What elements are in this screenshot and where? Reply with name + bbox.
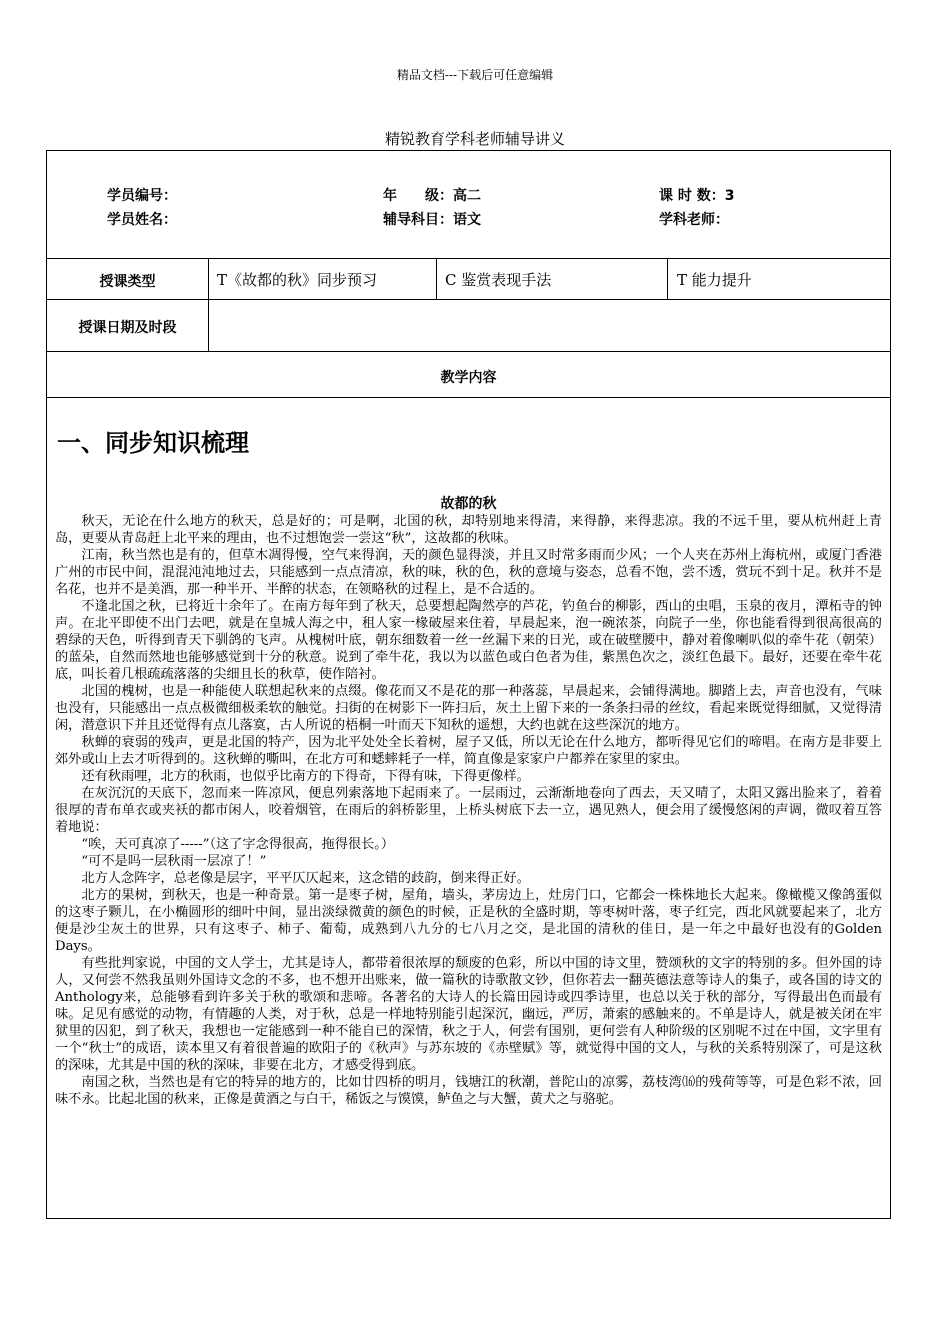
column-divider <box>667 258 668 299</box>
student-id-label: 学员编号： <box>107 188 177 204</box>
article-title: 故都的秋 <box>440 496 497 512</box>
lesson-date-label: 授课日期及时段 <box>78 320 177 336</box>
column-divider <box>208 258 209 351</box>
paragraph: 南国之秋，当然也是有它的特异的地方的，比如廿四桥的明月，钱塘江的秋潮，普陀山的凉雾，荔枝湾⒃的残荷等等，可是色彩不浓，回味不永。比起北国的秋来，正像是黄酒之与白干，稀饭之与馍馍，鲈鱼之与大蟹，黄犬之与骆驼。 <box>55 1075 882 1107</box>
column-divider <box>436 258 437 299</box>
paragraph: 北方人念阵字，总老像是层字，平平仄仄起来，这念错的歧韵，倒来得正好。 <box>81 871 530 886</box>
lesson-form <box>46 150 891 1219</box>
paragraph: 有些批判家说，中国的文人学士，尤其是诗人，都带着很浓厚的颓废的色彩，所以中国的诗文里，赞颂秋的文字的特别的多。但外国的诗人，又何尝不然我虽则外国诗文念的不多，也不想开出账来，做一篇秋的诗歌散文钞，但你若去一翻英德法意等诗人的集子，或各国的诗文的Anthology来，总能够看到许多关于秋的歌颂和悲啼。各著名的大诗人的长篇田园诗或四季诗里，也总以关于秋的部分，写得最出色而最有味。足见有感觉的动物，有情趣的人类，对于秋，总是一样地特别能引起深沉，幽远，严厉，萧索的感触来的。不单是诗人，就是被关闭在牢狱里的囚犯，到了秋天，我想也一定能感到一种不能自已的深情，秋之于人，何尝有国别，更何尝有人种阶级的区别呢不过在中国，文字里有一个“秋士”的成语，读本里又有着很普遍的欧阳子的《秋声》与苏东坡的《赤壁赋》等，就觉得中国的文人，与秋的关系特别深了，可是这秋的深味，尤其是中国的秋的深味，非要在北方，才感受得到底。 <box>55 956 882 1073</box>
paragraph: 秋天，无论在什么地方的秋天，总是好的；可是啊，北国的秋，却特别地来得清，来得静，来得悲凉。我的不远千里，要从杭州赶上青岛，更要从青岛赶上北平来的理由，也不过想饱尝一尝这“秋”，这故都的秋味。 <box>55 514 882 546</box>
article-body <box>55 513 882 1108</box>
table-divider <box>47 351 890 352</box>
paragraph: “唉，天可真凉了-----”（这了字念得很高，拖得很长。） <box>81 837 395 852</box>
table-divider <box>47 258 890 259</box>
grade-label: 年 级：高二 <box>383 188 481 204</box>
lesson-type-label: 授课类型 <box>99 274 156 290</box>
subject-label: 辅导科目：语文 <box>383 212 481 228</box>
content-header: 教学内容 <box>440 370 497 386</box>
paragraph: 不逢北国之秋，已将近十余年了。在南方每年到了秋天，总要想起陶然亭的芦花，钓鱼台的柳影，西山的虫唱，玉泉的夜月，潭柘寺的钟声。在北平即使不出门去吧，就是在皇城人海之中，租人家一椽破屋来住着，早晨起来，泡一碗浓茶，向院子一坐，你也能看得到很高很高的碧绿的天色，听得到青天下驯鸽的飞声。从槐树叶底，朝东细数着一丝一丝漏下来的日光，或在破壁腰中，静对着像喇叭似的牵牛花（朝荣）的蓝朵，自然而然地也能够感觉到十分的秋意。说到了牵牛花，我以为以蓝色或白色者为佳，紫黑色次之，淡红色最下。最好，还要在牵牛花底，叫长着几根疏疏落落的尖细且长的秋草，使作陪衬。 <box>55 599 882 682</box>
lesson-type-item: T 能力提升 <box>677 271 752 289</box>
table-divider <box>47 299 890 300</box>
paragraph: 北国的槐树，也是一种能使人联想起秋来的点缀。像花而又不是花的那一种落蕊，早晨起来，会铺得满地。脚踏上去，声音也没有，气味也没有，只能感出一点点极微细极柔软的触觉。扫街的在树影下一阵扫后，灰土上留下来的一条条扫帚的丝纹，看起来既觉得细腻，又觉得清闲，潜意识下并且还觉得有点儿落寞，古人所说的梧桐一叶而天下知秋的遥想，大约也就在这些深沉的地方。 <box>55 684 882 733</box>
paragraph: 还有秋雨哩，北方的秋雨，也似乎比南方的下得奇，下得有味，下得更像样。 <box>81 769 530 784</box>
paragraph: 北方的果树，到秋天，也是一种奇景。第一是枣子树，屋角，墙头，茅房边上，灶房门口，它都会一株株地长大起来。像橄榄又像鸽蛋似的这枣子颗儿，在小椭圆形的细叶中间，显出淡绿微黄的颜色的时候，正是秋的全盛时期，等枣树叶落，枣子红完，西北风就要起来了，北方便是沙尘灰土的世界，只有这枣子、柿子、葡萄，成熟到八九分的七八月之交，是北国的清秋的佳日，是一年之中最好也没有的Golden Days。 <box>55 888 882 954</box>
lesson-type-item: C 鉴赏表现手法 <box>445 271 552 289</box>
lesson-type-item: T《故都的秋》同步预习 <box>217 271 378 289</box>
paragraph: 秋蝉的衰弱的残声，更是北国的特产，因为北平处处全长着树，屋子又低，所以无论在什么地方，都听得见它们的啼唱。在南方是非要上郊外或山上去才听得到的。这秋蝉的嘶叫，在北方可和蟋蟀耗子一样，简直像是家家户户都养在家里的家虫。 <box>55 735 882 767</box>
teacher-label: 学科老师： <box>659 212 729 228</box>
paragraph: “可不是吗一层秋雨一层凉了！” <box>81 854 267 869</box>
watermark-header: 精品文档---下载后可任意编辑 <box>396 68 554 82</box>
paragraph: 江南，秋当然也是有的，但草木凋得慢，空气来得润，天的颜色显得淡，并且又时常多雨而少风；一个人夹在苏州上海杭州，或厦门香港广州的市民中间，混混沌沌地过去，只能感到一点点清凉，秋的味，秋的色，秋的意境与姿态，总看不饱，尝不透，赏玩不到十足。秋并不是名花，也并不是美酒，那一种半开、半醉的状态，在领略秋的过程上，是不合适的。 <box>55 548 882 597</box>
paragraph: 在灰沉沉的天底下，忽而来一阵凉风，便息列索落地下起雨来了。一层雨过，云渐渐地卷向了西去，天又晴了，太阳又露出脸来了，着着很厚的青布单衣或夹袄的都市闲人，咬着烟管，在雨后的斜桥影里，上桥头树底下去一立，遇见熟人，便会用了缓慢悠闲的声调，微叹着互答着地说： <box>55 786 882 835</box>
table-divider <box>47 397 890 398</box>
section-heading: 一、同步知识梳理 <box>57 429 249 457</box>
document-title: 精锐教育学科老师辅导讲义 <box>384 130 565 148</box>
student-name-label: 学员姓名： <box>107 212 177 228</box>
lesson-count-label: 课 时 数：3 <box>659 188 735 204</box>
